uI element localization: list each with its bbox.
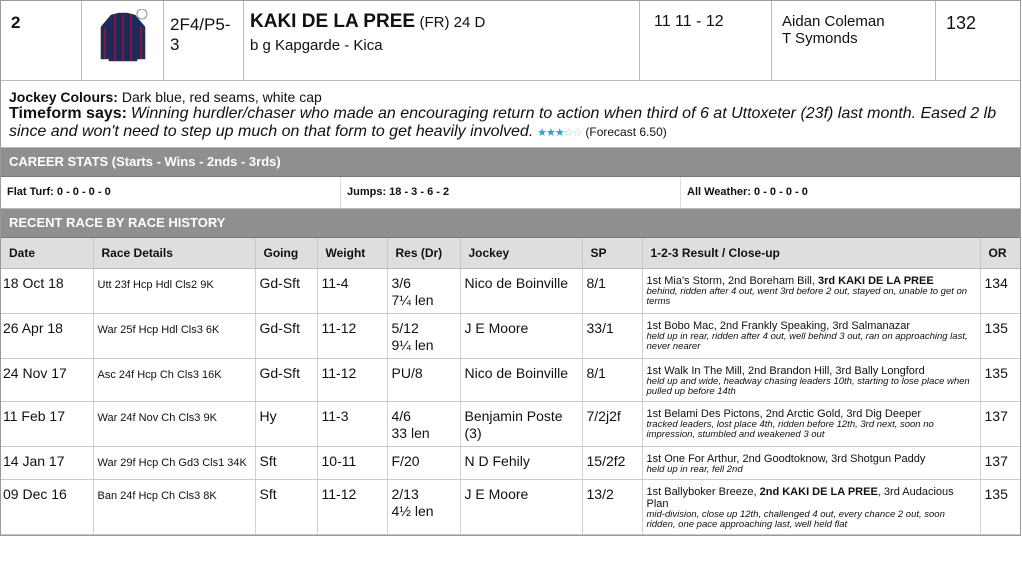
result-position: F/20	[391, 453, 420, 469]
column-header: Res (Dr)	[387, 238, 460, 269]
race-jockey[interactable]: Nico de Boinville	[460, 269, 582, 314]
race-details[interactable]: Utt 23f Hcp Hdl Cls2 9K	[93, 269, 255, 314]
stats-all-weather: All Weather: 0 - 0 - 0 - 0	[687, 186, 808, 198]
column-header: 1-2-3 Result / Close-up	[642, 238, 980, 269]
result-distance: 33 len	[391, 425, 430, 441]
race-result	[387, 480, 460, 535]
horse-suffix: (FR) 24 D	[419, 14, 486, 31]
race-going: Gd-Sft	[255, 359, 317, 402]
placings-text-after: , 3rd Audacious Plan	[646, 486, 954, 510]
silk-image	[95, 9, 151, 65]
result-distance: 7¼ len	[391, 292, 434, 308]
race-result	[387, 402, 460, 447]
closeup-comment: behind, ridden after 4 out, went 3rd before 2 out, stayed on, unable to get on terms	[646, 286, 968, 307]
jockey-silk-icon	[82, 1, 164, 80]
result-position: 3/6	[391, 275, 411, 291]
race-going: Gd-Sft	[255, 269, 317, 314]
jockey-trainer	[772, 1, 936, 80]
closeup-comment: held up in rear, ridden after 4 out, well behind 3 out, ran on approaching last, never nearer	[646, 331, 968, 352]
race-history-heading: RECENT RACE BY RACE HISTORY	[1, 209, 1020, 238]
race-weight: 11-3	[317, 402, 387, 447]
column-header: SP	[582, 238, 642, 269]
result-position: PU/8	[391, 365, 423, 381]
race-result	[387, 269, 460, 314]
stars-off: ☆☆	[563, 127, 582, 139]
star-rating-icon	[537, 127, 581, 139]
race-jockey[interactable]: Nico de Boinville	[460, 359, 582, 402]
race-sp: 13/2	[582, 480, 642, 535]
placings-runner: 2nd KAKI DE LA PREE	[759, 486, 878, 498]
table-row[interactable]	[1, 314, 1020, 359]
race-history-table	[1, 238, 1020, 535]
closeup-comment: held up in rear, fell 2nd	[646, 464, 743, 475]
race-sp: 7/2j2f	[582, 402, 642, 447]
race-date: 09 Dec 16	[1, 480, 93, 535]
jockey-name[interactable]: Aidan Coleman	[782, 13, 885, 30]
race-or: 137	[980, 402, 1020, 447]
race-or: 135	[980, 480, 1020, 535]
runner-info	[1, 81, 1020, 148]
race-or: 134	[980, 269, 1020, 314]
race-weight: 11-12	[317, 359, 387, 402]
race-going: Sft	[255, 480, 317, 535]
race-details[interactable]: War 24f Nov Ch Cls3 9K	[93, 402, 255, 447]
forecast-price: (Forecast 6.50)	[585, 125, 667, 139]
result-distance: 4½ len	[391, 503, 434, 519]
placings-text: 1st Walk In The Mill, 2nd Brandon Hill, 3rd Bally Longford	[646, 365, 925, 377]
runner-number: 2	[1, 1, 82, 80]
result-placings	[647, 486, 976, 510]
race-closeup	[642, 359, 980, 402]
race-details[interactable]: War 25f Hcp Hdl Cls3 6K	[93, 314, 255, 359]
column-header: OR	[980, 238, 1020, 269]
table-header-row	[1, 238, 1020, 269]
race-sp: 8/1	[582, 269, 642, 314]
horse-name-cell	[244, 1, 640, 80]
placings-runner: 3rd KAKI DE LA PREE	[817, 275, 934, 287]
race-date: 14 Jan 17	[1, 447, 93, 480]
stats-flat: Flat Turf: 0 - 0 - 0 - 0	[1, 177, 341, 208]
race-history-body	[1, 269, 1020, 535]
race-going: Hy	[255, 402, 317, 447]
placings-text: 1st Mia's Storm, 2nd Boreham Bill,	[646, 275, 818, 287]
race-weight: 11-4	[317, 269, 387, 314]
race-date: 24 Nov 17	[1, 359, 93, 402]
race-going: Sft	[255, 447, 317, 480]
placings-text: 1st Belami Des Pictons, 2nd Arctic Gold, 3rd Dig Deeper	[646, 408, 922, 420]
horse-breeding: b g Kapgarde - Kica	[250, 37, 383, 54]
placings-text: 1st One For Arthur, 2nd Goodtoknow, 3rd Shotgun Paddy	[646, 453, 926, 465]
closeup-comment: mid-division, close up 12th, challenged 4 out, every chance 2 out, soon ridden, one pace approaching last, well held flat	[646, 509, 945, 530]
column-header: Race Details	[93, 238, 255, 269]
stars-on: ★★★	[537, 127, 564, 139]
race-or: 137	[980, 447, 1020, 480]
table-row[interactable]	[1, 359, 1020, 402]
race-jockey[interactable]: J E Moore	[460, 480, 582, 535]
race-weight: 11-12	[317, 480, 387, 535]
race-details[interactable]: War 29f Hcp Ch Gd3 Cls1 34K	[93, 447, 255, 480]
race-weight: 11-12	[317, 314, 387, 359]
race-closeup	[642, 402, 980, 447]
timeform-label: Timeform says:	[9, 105, 127, 122]
race-sp: 15/2f2	[582, 447, 642, 480]
career-stats-heading: CAREER STATS (Starts - Wins - 2nds - 3rds)	[1, 148, 1020, 177]
race-closeup	[642, 480, 980, 535]
race-closeup	[642, 447, 980, 480]
race-date: 18 Oct 18	[1, 269, 93, 314]
timeform-text: Winning hurdler/chaser who made an encouraging return to action when third of 6 at Uttoxeter (23f) last month. Eased 2 lb since and won't need to step up much on that form to get heavily involved.	[9, 105, 997, 140]
result-position: 4/6	[391, 408, 411, 424]
career-stats	[1, 177, 1020, 209]
race-date: 26 Apr 18	[1, 314, 93, 359]
race-closeup	[642, 314, 980, 359]
race-details[interactable]: Asc 24f Hcp Ch Cls3 16K	[93, 359, 255, 402]
race-details[interactable]: Ban 24f Hcp Ch Cls3 8K	[93, 480, 255, 535]
column-header: Going	[255, 238, 317, 269]
colours-label: Jockey Colours:	[9, 89, 118, 105]
stats-jumps: Jumps: 18 - 3 - 6 - 2	[341, 177, 681, 208]
weight-carried: 11 11 - 12	[640, 1, 772, 80]
race-sp: 33/1	[582, 314, 642, 359]
colours-text: Dark blue, red seams, white cap	[121, 89, 322, 105]
placings-text: 1st Ballyboker Breeze,	[646, 486, 760, 498]
table-row[interactable]	[1, 480, 1020, 535]
trainer-name[interactable]: T Symonds	[782, 30, 858, 47]
race-result	[387, 314, 460, 359]
race-jockey[interactable]: Benjamin Poste (3)	[460, 402, 582, 447]
table-row[interactable]	[1, 402, 1020, 447]
result-position: 5/12	[391, 320, 419, 336]
table-row[interactable]	[1, 269, 1020, 314]
result-position: 2/13	[391, 486, 419, 502]
race-jockey[interactable]: N D Fehily	[460, 447, 582, 480]
race-going: Gd-Sft	[255, 314, 317, 359]
race-result	[387, 359, 460, 402]
race-sp: 8/1	[582, 359, 642, 402]
official-rating: 132	[946, 13, 977, 33]
closeup-comment: tracked leaders, lost place 4th, ridden before 12th, 3rd next, soon no impression, stumbled and weakened 3 out	[646, 419, 934, 440]
placings-text: 1st Bobo Mac, 2nd Frankly Speaking, 3rd Salmanazar	[646, 320, 911, 332]
race-or: 135	[980, 359, 1020, 402]
race-date: 11 Feb 17	[1, 402, 93, 447]
table-row[interactable]	[1, 447, 1020, 480]
column-header: Weight	[317, 238, 387, 269]
race-closeup	[642, 269, 980, 314]
race-or: 135	[980, 314, 1020, 359]
race-jockey[interactable]: J E Moore	[460, 314, 582, 359]
result-distance: 9¼ len	[391, 337, 434, 353]
race-result	[387, 447, 460, 480]
horse-name[interactable]: KAKI DE LA PREE	[250, 11, 416, 32]
recent-form: 2F4/P5-3	[164, 1, 244, 80]
runner-header	[1, 1, 1020, 81]
column-header: Date	[1, 238, 93, 269]
race-weight: 10-11	[317, 447, 387, 480]
column-header: Jockey	[460, 238, 582, 269]
closeup-comment: held up and wide, headway chasing leaders 10th, starting to lose place when pulled up before 14th	[646, 376, 970, 397]
